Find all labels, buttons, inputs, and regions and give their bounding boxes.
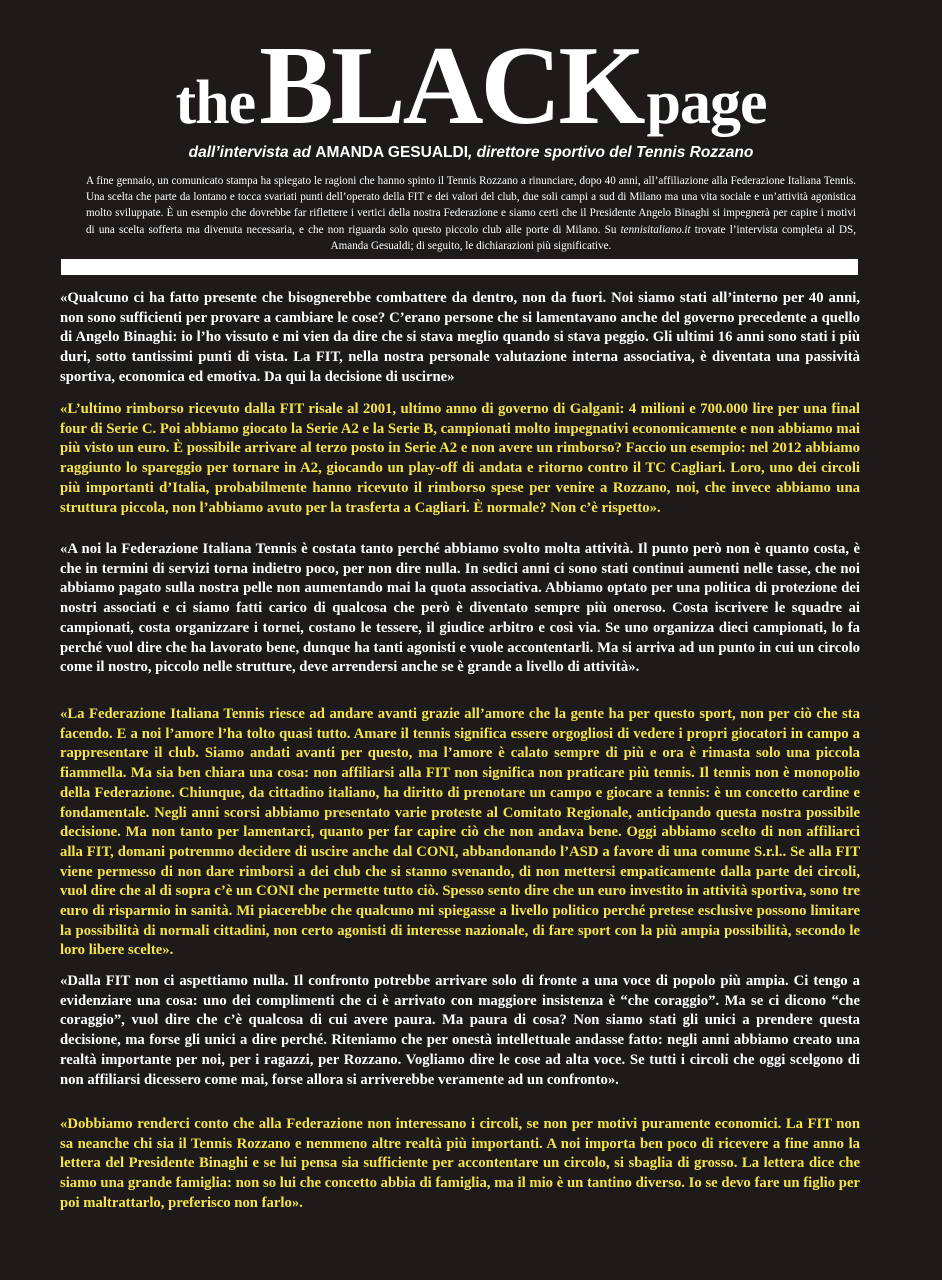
intro-part1: A fine gennaio, un comunicato stampa ha spiegato le ragioni che hanno spinto il Tennis Rozzano a rinunciare, dopo 40 anni, all’affiliazione alla Federazione Italiana Tennis. Una scelta che parte da lontano e tocca svariati punti dell’operato della FIT e dei valori del club, due soli campi a sud di Milano ma una vita sociale e un’attività agonistica molto sviluppate. È un esempio che dovrebbe far riflettere i vertici della nostra Federazione e siamo certi che il Presidente Angelo Binaghi si impegnerà per capire i motivi di una scelta sofferta ma divenuta necessaria, e che non riguarda solo questo piccolo club alle porte di Milano. Su: [86, 175, 856, 236]
quote-paragraph-2: «L’ultimo rimborso ricevuto dalla FIT risale al 2001, ultimo anno di governo di Galgani: 4 milioni e 700.000 lire per una final four di Serie C. Poi abbiamo giocato la Serie A2 e la Serie B, campionati molto impegnativi economicamente e non abbiamo mai più visto un euro. È possibile arrivare al terzo posto in Serie A2 e non avere un rimborso? Faccio un esempio: nel 2012 abbiamo raggiunto lo spareggio per tornare in A2, giocando un play-off di andata e ritorno contro il TC Cagliari. Loro, uno dei circoli più importanti d’Italia, probabilmente hanno ricevuto il rimborso spese per venire a Rozzano, noi, che invece abbiamo una struttura piccola, non l’abbiamo avuto per la trasferta a Cagliari. È normale? Non c’è rispetto».: [60, 401, 860, 516]
masthead-the: the: [175, 69, 256, 137]
intro-part2: trovate l’intervista completa al DS, Amanda Gesualdi; di seguito, le dichiarazioni più significative.: [330, 223, 856, 252]
intro-site: tennisitaliano.it: [620, 223, 691, 236]
quote-paragraph-3: «A noi la Federazione Italiana Tennis è costata tanto perché abbiamo svolto molta attività. Il punto però non è quanto costa, è che in termini di servizi torna indietro poco, per non dire nulla. In sedici anni ci sono stati continui aumenti nelle tasse, che noi abbiamo pagato sulla nostra pelle non aumentando mai la quota associativa. Abbiamo optato per una politica di protezione dei nostri associati e ci siamo fatti carico di qualcosa che però è diventato sempre più oneroso. Costa iscrivere le squadre ai campionati, costa organizzare i tornei, costano le tessere, il giudice arbitro e così via. Se uno organizza dieci campionati, lo fa perché vuol dire che ha lavorato bene, dunque ha tanti agonisti e vuole accontentarli. Ma si arriva ad un punto in cui un circolo come il nostro, piccolo nelle strutture, deve arrendersi anche se è grande a livello di attività».: [60, 541, 860, 676]
divider-bar: [61, 259, 858, 275]
masthead-title: [0, 24, 942, 148]
quote-paragraph-4: «La Federazione Italiana Tennis riesce ad andare avanti grazie all’amore che la gente ha per questo sport, non per ciò che sta facendo. E a noi l’amore l’ha tolto quasi tutto. Amare il tennis significa essere orgogliosi di vedere i propri giocatori in campo a rappresentare il club. Siamo andati avanti per questo, ma l’amore è calato sempre di più e ora è rimasta solo una piccola fiammella. Ma sia ben chiara una cosa: non affiliarsi alla FIT non significa non praticare più tennis. Il tennis non è monopolio della Federazione. Chiunque, da cittadino italiano, ha diritto di prenotare un campo e giocare a tennis: è un concetto cardine e fondamentale. Negli anni scorsi abbiamo presentato varie proteste al Comitato Regionale, anticipando questa nostra possibile decisione. Ma non tanto per lamentarci, quanto per far capire ciò che non andava bene. Oggi abbiamo scelto di non affiliarci alla FIT, domani potremmo decidere di uscire anche dal CONI, abbandonando l’ASD a favore di una comune S.r.l.. Se alla FIT viene permesso di non dare rimborsi a dei club che si stanno svenando, di non mettersi empaticamente dalla parte dei circoli, vuol dire che al di sopra c’è un CONI che permette tutto ciò. Spesso sento dire che un euro investito in attività sportiva, sono tre euro di risparmio in sanità. Mi piacerebbe che qualcuno mi spiegasse a livello politico perché pretese esclusive possono limitare la possibilità di normali cittadini, non certo agonisti di interesse nazionale, di fare sport con la più ampia possibilità, secondo le loro libere scelte».: [60, 706, 860, 959]
subtitle-name: AMANDA GESUALDI: [315, 144, 468, 161]
quote-paragraph-5: «Dalla FIT non ci aspettiamo nulla. Il confronto potrebbe arrivare solo di fronte a una voce di popolo più ampia. Ci tengo a evidenziare una cosa: uno dei complimenti che ci è arrivato con maggiore insistenza è “che coraggio”. Ma se ci dicono “che coraggio”, vuol dire che c’è qualcosa di cui avere paura. Ma paura di cosa? Non siamo stati gli unici a prendere questa decisione, ma forse gli unici a dire perché. Riteniamo che per onestà intellettuale andasse fatto: negli anni abbiamo creato una realtà importante per noi, per i ragazzi, per Rozzano. Vogliamo dire le cose ad alta voce. Se tutti i circoli che oggi scelgono di non affiliarsi dicessero come mai, forse allora si arriverebbe veramente ad un confronto».: [60, 973, 860, 1088]
quote-paragraph-6: «Dobbiamo renderci conto che alla Federazione non interessano i circoli, se non per motivi puramente economici. La FIT non sa neanche chi sia il Tennis Rozzano e nemmeno altre realtà più importanti. A noi importa ben poco di ricevere a fine anno la lettera del Presidente Binaghi e se lui pensa sia sufficiente per accontentare un circolo, si sbaglia di grosso. La lettera dice che siamo una grande famiglia: non so lui che concetto abbia di famiglia, ma il mio è un tantino diverso. Io se devo fare un figlio per poi maltrattarlo, preferisco non farlo».: [60, 1116, 860, 1211]
masthead-black: BLACK: [259, 24, 643, 148]
subtitle: [0, 144, 942, 162]
subtitle-suffix: , direttore sportivo del Tennis Rozzano: [468, 144, 754, 161]
masthead-page: page: [646, 69, 767, 137]
intro-text: [86, 173, 856, 254]
quote-paragraph-1: «Qualcuno ci ha fatto presente che bisognerebbe combattere da dentro, non da fuori. Noi siamo stati all’interno per 40 anni, non sono sufficienti per provare a cambiare le cose? C’erano persone che si lamentavano anche del governo precedente a quello di Angelo Binaghi: io l’ho vissuto e mi vien da dire che si stava meglio quando si stava peggio. Gli ultimi 16 anni sono stati i più duri, sotto tantissimi punti di vista. La FIT, nella nostra personale valutazione interna associativa, è diventata una passività sportiva, economica ed emotiva. Da qui la decisione di uscirne»: [60, 290, 860, 385]
subtitle-prefix: dall’intervista ad: [188, 144, 316, 161]
